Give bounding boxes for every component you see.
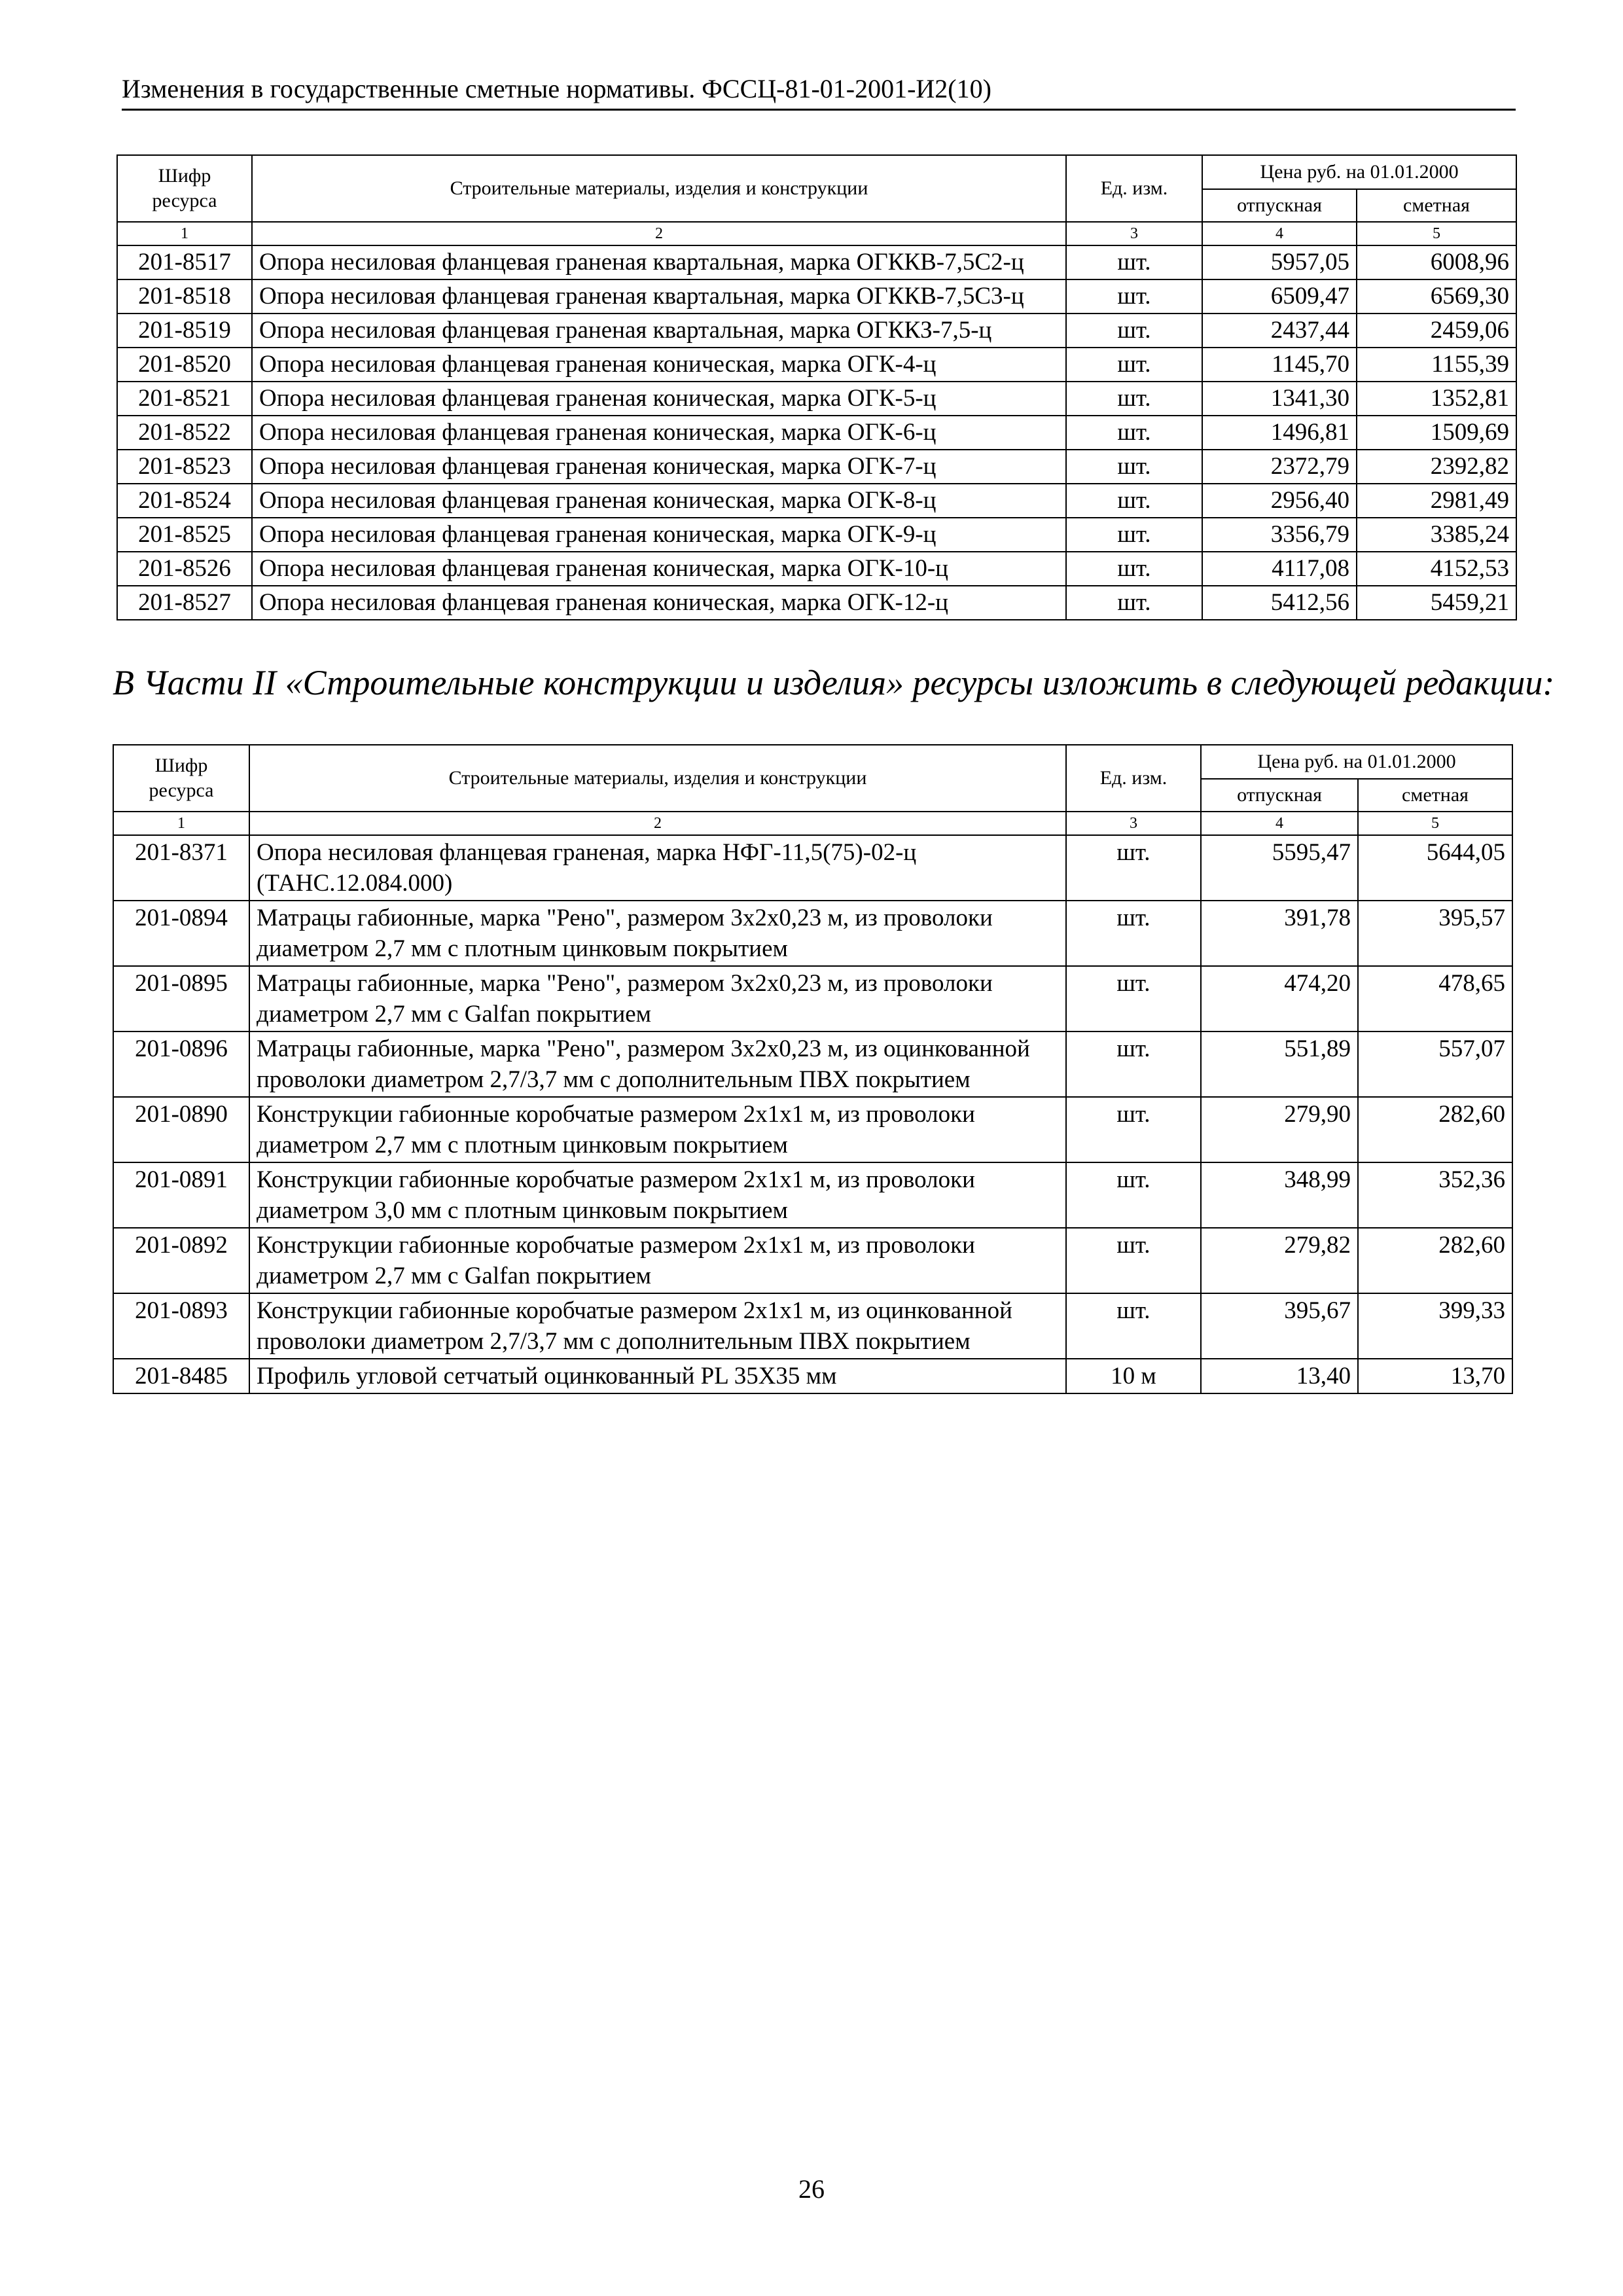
cell-estimate-price: 399,33 xyxy=(1358,1293,1512,1359)
cell-name xyxy=(249,901,1066,966)
cell-name: Опора несиловая фланцевая граненая коническая, марка ОГК-4-ц xyxy=(252,348,1066,382)
header-release: отпускная xyxy=(1202,189,1357,222)
section-title: В Части II «Строительные конструкции и изделия» ресурсы изложить в следующей редакции: xyxy=(113,663,1555,702)
cell-release-price: 279,82 xyxy=(1201,1228,1358,1293)
cell-release-price: 348,99 xyxy=(1201,1162,1358,1228)
cell-name-line-1: Конструкции габионные коробчатые размером 2х1х1 м, из проволоки xyxy=(257,1166,975,1193)
colnum-5: 5 xyxy=(1358,812,1512,835)
cell-name-line-1: Матрацы габионные, марка "Рено", размером 3х2х0,23 м, из проволоки xyxy=(257,905,993,931)
cell-code: 201-8519 xyxy=(117,314,252,348)
header-title: Изменения в государственные сметные нормативы. ФССЦ-81-01-2001-И2(10) xyxy=(122,74,991,103)
cell-name: Опора несиловая фланцевая граненая коническая, марка ОГК-10-ц xyxy=(252,552,1066,586)
cell-release-price: 2372,79 xyxy=(1202,450,1357,484)
table-row xyxy=(117,484,1516,518)
cell-name-line-1: Опора несиловая фланцевая граненая, марка НФГ-11,5(75)-02-ц xyxy=(257,839,917,866)
cell-code: 201-8518 xyxy=(117,279,252,314)
cell-name xyxy=(249,1031,1066,1097)
cell-release-price: 1145,70 xyxy=(1202,348,1357,382)
cell-release-price: 474,20 xyxy=(1201,966,1358,1031)
cell-unit: шт. xyxy=(1066,314,1202,348)
cell-estimate-price: 5459,21 xyxy=(1357,586,1516,620)
table-row xyxy=(117,416,1516,450)
cell-name-line-1: Профиль угловой сетчатый оцинкованный PL 35Х35 мм xyxy=(257,1363,837,1390)
cell-name: Опора несиловая фланцевая граненая коническая, марка ОГК-8-ц xyxy=(252,484,1066,518)
price-table-1 xyxy=(116,154,1517,620)
cell-name-line-2: диаметром 2,7 мм с плотным цинковым покрытием xyxy=(257,1132,788,1158)
cell-name-line-1: Конструкции габионные коробчатые размером 2х1х1 м, из проволоки xyxy=(257,1232,975,1259)
cell-release-price: 279,90 xyxy=(1201,1097,1358,1162)
cell-name-line-2: диаметром 2,7 мм с Galfan покрытием xyxy=(257,1001,652,1028)
cell-release-price: 395,67 xyxy=(1201,1293,1358,1359)
cell-name: Опора несиловая фланцевая граненая коническая, марка ОГК-6-ц xyxy=(252,416,1066,450)
cell-release-price: 4117,08 xyxy=(1202,552,1357,586)
cell-code: 201-0894 xyxy=(113,901,249,966)
cell-estimate-price: 282,60 xyxy=(1358,1228,1512,1293)
header-code: Шифр ресурса xyxy=(117,155,252,222)
cell-release-price: 2956,40 xyxy=(1202,484,1357,518)
table-row xyxy=(113,1162,1512,1228)
cell-release-price: 1496,81 xyxy=(1202,416,1357,450)
cell-name: Опора несиловая фланцевая граненая коническая, марка ОГК-9-ц xyxy=(252,518,1066,552)
table-row xyxy=(117,245,1516,279)
cell-release-price: 391,78 xyxy=(1201,901,1358,966)
colnum-1: 1 xyxy=(117,222,252,245)
header-estimate: сметная xyxy=(1358,779,1512,812)
table-row xyxy=(117,279,1516,314)
cell-code: 201-8371 xyxy=(113,835,249,901)
cell-name xyxy=(249,835,1066,901)
cell-release-price: 551,89 xyxy=(1201,1031,1358,1097)
table-row xyxy=(113,1097,1512,1162)
cell-name xyxy=(249,1097,1066,1162)
cell-unit: шт. xyxy=(1066,901,1201,966)
cell-code: 201-8525 xyxy=(117,518,252,552)
cell-code: 201-8485 xyxy=(113,1359,249,1393)
cell-code: 201-8522 xyxy=(117,416,252,450)
cell-code: 201-8527 xyxy=(117,586,252,620)
table-row xyxy=(117,314,1516,348)
header-name: Строительные материалы, изделия и конструкции xyxy=(252,155,1066,222)
cell-estimate-price: 557,07 xyxy=(1358,1031,1512,1097)
colnum-2: 2 xyxy=(252,222,1066,245)
cell-unit: шт. xyxy=(1066,382,1202,416)
price-table-2 xyxy=(113,744,1513,1394)
table-row xyxy=(117,348,1516,382)
cell-estimate-price: 1155,39 xyxy=(1357,348,1516,382)
colnum-5: 5 xyxy=(1357,222,1516,245)
cell-unit: шт. xyxy=(1066,245,1202,279)
colnum-2: 2 xyxy=(249,812,1066,835)
cell-release-price: 6509,47 xyxy=(1202,279,1357,314)
cell-release-price: 3356,79 xyxy=(1202,518,1357,552)
cell-unit: шт. xyxy=(1066,1162,1201,1228)
cell-code: 201-0890 xyxy=(113,1097,249,1162)
table-row xyxy=(113,835,1512,901)
cell-unit: шт. xyxy=(1066,416,1202,450)
cell-unit: шт. xyxy=(1066,552,1202,586)
cell-code: 201-0891 xyxy=(113,1162,249,1228)
header-price: Цена руб. на 01.01.2000 xyxy=(1201,745,1512,779)
cell-name-line-2: проволоки диаметром 2,7/3,7 мм с дополнительным ПВХ покрытием xyxy=(257,1328,971,1355)
cell-estimate-price: 6569,30 xyxy=(1357,279,1516,314)
cell-release-price: 5412,56 xyxy=(1202,586,1357,620)
table-row xyxy=(113,1359,1512,1393)
header-unit: Ед. изм. xyxy=(1066,155,1202,222)
table-row xyxy=(117,382,1516,416)
table-row xyxy=(117,586,1516,620)
cell-code: 201-0893 xyxy=(113,1293,249,1359)
cell-code: 201-0892 xyxy=(113,1228,249,1293)
cell-release-price: 5595,47 xyxy=(1201,835,1358,901)
table-row xyxy=(113,966,1512,1031)
table-row xyxy=(117,450,1516,484)
cell-release-price: 13,40 xyxy=(1201,1359,1358,1393)
cell-name-line-1: Матрацы габионные, марка "Рено", размером 3х2х0,23 м, из проволоки xyxy=(257,970,993,997)
colnum-3: 3 xyxy=(1066,812,1201,835)
cell-estimate-price: 3385,24 xyxy=(1357,518,1516,552)
cell-name-line-2: проволоки диаметром 2,7/3,7 мм с дополнительным ПВХ покрытием xyxy=(257,1066,971,1093)
cell-unit: шт. xyxy=(1066,835,1201,901)
cell-unit: шт. xyxy=(1066,1097,1201,1162)
cell-estimate-price: 13,70 xyxy=(1358,1359,1512,1393)
cell-code: 201-0896 xyxy=(113,1031,249,1097)
cell-code: 201-8520 xyxy=(117,348,252,382)
cell-name-line-1: Конструкции габионные коробчатые размером 2х1х1 м, из оцинкованной xyxy=(257,1297,1012,1324)
header-estimate: сметная xyxy=(1357,189,1516,222)
cell-name-line-2: диаметром 2,7 мм с Galfan покрытием xyxy=(257,1263,652,1289)
colnum-3: 3 xyxy=(1066,222,1202,245)
cell-release-price: 5957,05 xyxy=(1202,245,1357,279)
table-row xyxy=(113,1228,1512,1293)
header-unit: Ед. изм. xyxy=(1066,745,1201,812)
cell-name xyxy=(249,1359,1066,1393)
table-row xyxy=(117,518,1516,552)
cell-estimate-price: 2392,82 xyxy=(1357,450,1516,484)
table-row xyxy=(113,1293,1512,1359)
page-number: 26 xyxy=(798,2174,825,2204)
cell-estimate-price: 1352,81 xyxy=(1357,382,1516,416)
cell-name xyxy=(249,1228,1066,1293)
cell-code: 201-8524 xyxy=(117,484,252,518)
cell-code: 201-8521 xyxy=(117,382,252,416)
cell-unit: шт. xyxy=(1066,1031,1201,1097)
cell-estimate-price: 282,60 xyxy=(1358,1097,1512,1162)
cell-estimate-price: 5644,05 xyxy=(1358,835,1512,901)
cell-name xyxy=(249,966,1066,1031)
cell-unit: шт. xyxy=(1066,586,1202,620)
cell-release-price: 2437,44 xyxy=(1202,314,1357,348)
cell-name-line-1: Конструкции габионные коробчатые размером 2х1х1 м, из проволоки xyxy=(257,1101,975,1128)
cell-name-line-1: Матрацы габионные, марка "Рено", размером 3х2х0,23 м, из оцинкованной xyxy=(257,1035,1030,1062)
cell-name xyxy=(249,1293,1066,1359)
cell-estimate-price: 6008,96 xyxy=(1357,245,1516,279)
colnum-4: 4 xyxy=(1201,812,1358,835)
header-price: Цена руб. на 01.01.2000 xyxy=(1202,155,1516,189)
cell-estimate-price: 2459,06 xyxy=(1357,314,1516,348)
cell-estimate-price: 478,65 xyxy=(1358,966,1512,1031)
page-header xyxy=(122,72,1516,111)
cell-unit: шт. xyxy=(1066,1293,1201,1359)
cell-estimate-price: 4152,53 xyxy=(1357,552,1516,586)
cell-name: Опора несиловая фланцевая граненая квартальная, марка ОГККВ-7,5С2-ц xyxy=(252,245,1066,279)
colnum-1: 1 xyxy=(113,812,249,835)
cell-name: Опора несиловая фланцевая граненая квартальная, марка ОГККЗ-7,5-ц xyxy=(252,314,1066,348)
cell-name xyxy=(249,1162,1066,1228)
header-code: Шифр ресурса xyxy=(113,745,249,812)
cell-name: Опора несиловая фланцевая граненая квартальная, марка ОГККВ-7,5С3-ц xyxy=(252,279,1066,314)
cell-unit: шт. xyxy=(1066,279,1202,314)
cell-unit: шт. xyxy=(1066,450,1202,484)
table-row xyxy=(113,1031,1512,1097)
cell-unit: шт. xyxy=(1066,966,1201,1031)
cell-unit: 10 м xyxy=(1066,1359,1201,1393)
header-name: Строительные материалы, изделия и конструкции xyxy=(249,745,1066,812)
cell-name-line-2: (ТАНС.12.084.000) xyxy=(257,870,453,897)
column-numbers xyxy=(113,812,1512,835)
cell-code: 201-0895 xyxy=(113,966,249,1031)
cell-release-price: 1341,30 xyxy=(1202,382,1357,416)
table-row xyxy=(113,901,1512,966)
cell-estimate-price: 2981,49 xyxy=(1357,484,1516,518)
cell-unit: шт. xyxy=(1066,484,1202,518)
colnum-4: 4 xyxy=(1202,222,1357,245)
cell-estimate-price: 352,36 xyxy=(1358,1162,1512,1228)
cell-unit: шт. xyxy=(1066,1228,1201,1293)
header-release: отпускная xyxy=(1201,779,1358,812)
table-row xyxy=(117,552,1516,586)
cell-unit: шт. xyxy=(1066,518,1202,552)
column-numbers xyxy=(117,222,1516,245)
cell-code: 201-8523 xyxy=(117,450,252,484)
cell-estimate-price: 1509,69 xyxy=(1357,416,1516,450)
cell-name: Опора несиловая фланцевая граненая коническая, марка ОГК-7-ц xyxy=(252,450,1066,484)
cell-name-line-2: диаметром 3,0 мм с плотным цинковым покрытием xyxy=(257,1197,788,1224)
cell-code: 201-8517 xyxy=(117,245,252,279)
cell-name: Опора несиловая фланцевая граненая коническая, марка ОГК-12-ц xyxy=(252,586,1066,620)
cell-estimate-price: 395,57 xyxy=(1358,901,1512,966)
cell-name-line-2: диаметром 2,7 мм с плотным цинковым покрытием xyxy=(257,935,788,962)
cell-unit: шт. xyxy=(1066,348,1202,382)
cell-name: Опора несиловая фланцевая граненая коническая, марка ОГК-5-ц xyxy=(252,382,1066,416)
cell-code: 201-8526 xyxy=(117,552,252,586)
